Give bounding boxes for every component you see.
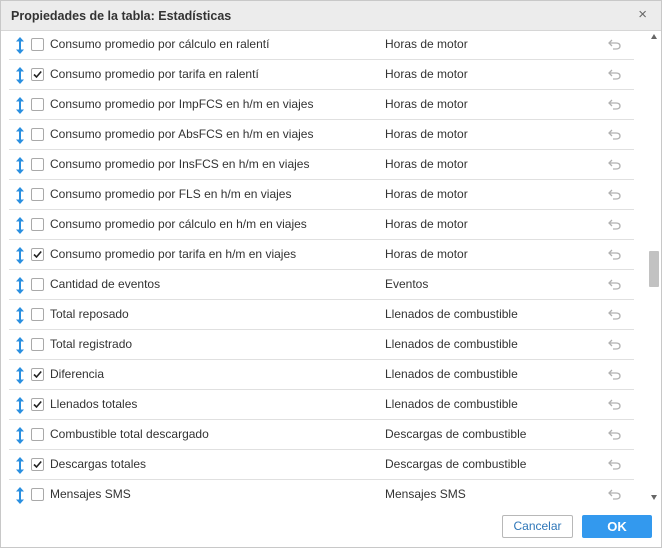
column-checkbox[interactable]: [31, 158, 44, 171]
cancel-button[interactable]: Cancelar: [502, 515, 573, 538]
column-checkbox[interactable]: [31, 68, 44, 81]
scroll-up-arrow-icon[interactable]: [651, 34, 657, 39]
undo-arrow-icon[interactable]: [608, 399, 621, 410]
list-item: [1, 270, 646, 300]
undo-arrow-icon[interactable]: [608, 429, 621, 440]
list-item: [1, 390, 646, 420]
list-item: [1, 330, 646, 360]
column-name: Cantidad de eventos: [50, 277, 161, 291]
column-checkbox[interactable]: [31, 428, 44, 441]
column-name: Consumo promedio por cálculo en h/m en viajes: [50, 217, 307, 231]
column-group: Horas de motor: [385, 187, 468, 201]
column-group: Horas de motor: [385, 247, 468, 261]
column-name: Combustible total descargado: [50, 427, 209, 441]
column-group: Llenados de combustible: [385, 337, 518, 351]
column-name: Consumo promedio por AbsFCS en h/m en viajes: [50, 127, 314, 141]
column-group: Llenados de combustible: [385, 367, 518, 381]
column-name: Descargas totales: [50, 457, 147, 471]
list-item: [1, 480, 646, 504]
column-checkbox[interactable]: [31, 398, 44, 411]
column-name: Consumo promedio por InsFCS en h/m en viajes: [50, 157, 310, 171]
column-group: Mensajes SMS: [385, 487, 466, 501]
vertical-double-arrow-icon[interactable]: [14, 37, 26, 54]
column-group: Llenados de combustible: [385, 397, 518, 411]
vertical-double-arrow-icon[interactable]: [14, 97, 26, 114]
column-name: Consumo promedio por cálculo en ralentí: [50, 37, 270, 51]
list-item: [1, 150, 646, 180]
column-name: Consumo promedio por tarifa en ralentí: [50, 67, 259, 81]
undo-arrow-icon[interactable]: [608, 39, 621, 50]
undo-arrow-icon[interactable]: [608, 369, 621, 380]
column-group: Descargas de combustible: [385, 457, 527, 471]
undo-arrow-icon[interactable]: [608, 489, 621, 500]
column-name: Total registrado: [50, 337, 133, 351]
column-name: Llenados totales: [50, 397, 138, 411]
vertical-double-arrow-icon[interactable]: [14, 67, 26, 84]
column-checkbox[interactable]: [31, 98, 44, 111]
column-group: Horas de motor: [385, 37, 468, 51]
list-item: [1, 420, 646, 450]
undo-arrow-icon[interactable]: [608, 339, 621, 350]
vertical-double-arrow-icon[interactable]: [14, 217, 26, 234]
undo-arrow-icon[interactable]: [608, 159, 621, 170]
list-item: [1, 360, 646, 390]
dialog-header: [1, 1, 661, 31]
list-item: [1, 450, 646, 480]
column-name: Mensajes SMS: [50, 487, 131, 501]
scrollbar-thumb[interactable]: [649, 251, 659, 287]
undo-arrow-icon[interactable]: [608, 129, 621, 140]
column-name: Total reposado: [50, 307, 129, 321]
vertical-double-arrow-icon[interactable]: [14, 277, 26, 294]
vertical-double-arrow-icon[interactable]: [14, 337, 26, 354]
column-checkbox[interactable]: [31, 188, 44, 201]
undo-arrow-icon[interactable]: [608, 279, 621, 290]
column-checkbox[interactable]: [31, 338, 44, 351]
vertical-double-arrow-icon[interactable]: [14, 187, 26, 204]
undo-arrow-icon[interactable]: [608, 69, 621, 80]
dialog-title: Propiedades de la tabla: Estadísticas: [11, 8, 232, 23]
list-item: [1, 60, 646, 90]
vertical-scrollbar[interactable]: [647, 30, 661, 504]
checkmark-icon: [32, 249, 43, 260]
column-group: Eventos: [385, 277, 429, 291]
undo-arrow-icon[interactable]: [608, 189, 621, 200]
vertical-double-arrow-icon[interactable]: [14, 367, 26, 384]
column-checkbox[interactable]: [31, 458, 44, 471]
vertical-double-arrow-icon[interactable]: [14, 427, 26, 444]
column-checkbox[interactable]: [31, 38, 44, 51]
column-group: Llenados de combustible: [385, 307, 518, 321]
list-item: [1, 30, 646, 60]
list-item: [1, 180, 646, 210]
checkmark-icon: [32, 369, 43, 380]
list-item: [1, 90, 646, 120]
vertical-double-arrow-icon[interactable]: [14, 127, 26, 144]
close-icon[interactable]: ×: [638, 6, 647, 23]
column-name: Consumo promedio por FLS en h/m en viajes: [50, 187, 292, 201]
vertical-double-arrow-icon[interactable]: [14, 247, 26, 264]
column-group: Horas de motor: [385, 127, 468, 141]
column-checkbox[interactable]: [31, 248, 44, 261]
column-checkbox[interactable]: [31, 488, 44, 501]
column-checkbox[interactable]: [31, 308, 44, 321]
vertical-double-arrow-icon[interactable]: [14, 157, 26, 174]
column-group: Horas de motor: [385, 157, 468, 171]
undo-arrow-icon[interactable]: [608, 249, 621, 260]
vertical-double-arrow-icon[interactable]: [14, 397, 26, 414]
vertical-double-arrow-icon[interactable]: [14, 307, 26, 324]
ok-button[interactable]: OK: [582, 515, 652, 538]
scroll-down-arrow-icon[interactable]: [651, 495, 657, 500]
vertical-double-arrow-icon[interactable]: [14, 457, 26, 474]
column-checkbox[interactable]: [31, 128, 44, 141]
column-list: [1, 30, 646, 504]
checkmark-icon: [32, 399, 43, 410]
list-item: [1, 210, 646, 240]
column-name: Consumo promedio por tarifa en h/m en viajes: [50, 247, 297, 261]
undo-arrow-icon[interactable]: [608, 459, 621, 470]
undo-arrow-icon[interactable]: [608, 99, 621, 110]
column-group: Horas de motor: [385, 67, 468, 81]
column-checkbox[interactable]: [31, 278, 44, 291]
checkmark-icon: [32, 459, 43, 470]
dialog-footer: [1, 504, 661, 547]
column-group: Horas de motor: [385, 217, 468, 231]
column-name: Diferencia: [50, 367, 105, 381]
column-group: Horas de motor: [385, 97, 468, 111]
undo-arrow-icon[interactable]: [608, 309, 621, 320]
list-item: [1, 300, 646, 330]
list-item: [1, 240, 646, 270]
vertical-double-arrow-icon[interactable]: [14, 487, 26, 504]
undo-arrow-icon[interactable]: [608, 219, 621, 230]
checkmark-icon: [32, 69, 43, 80]
list-item: [1, 120, 646, 150]
column-group: Descargas de combustible: [385, 427, 527, 441]
column-name: Consumo promedio por ImpFCS en h/m en viajes: [50, 97, 314, 111]
column-checkbox[interactable]: [31, 218, 44, 231]
column-checkbox[interactable]: [31, 368, 44, 381]
